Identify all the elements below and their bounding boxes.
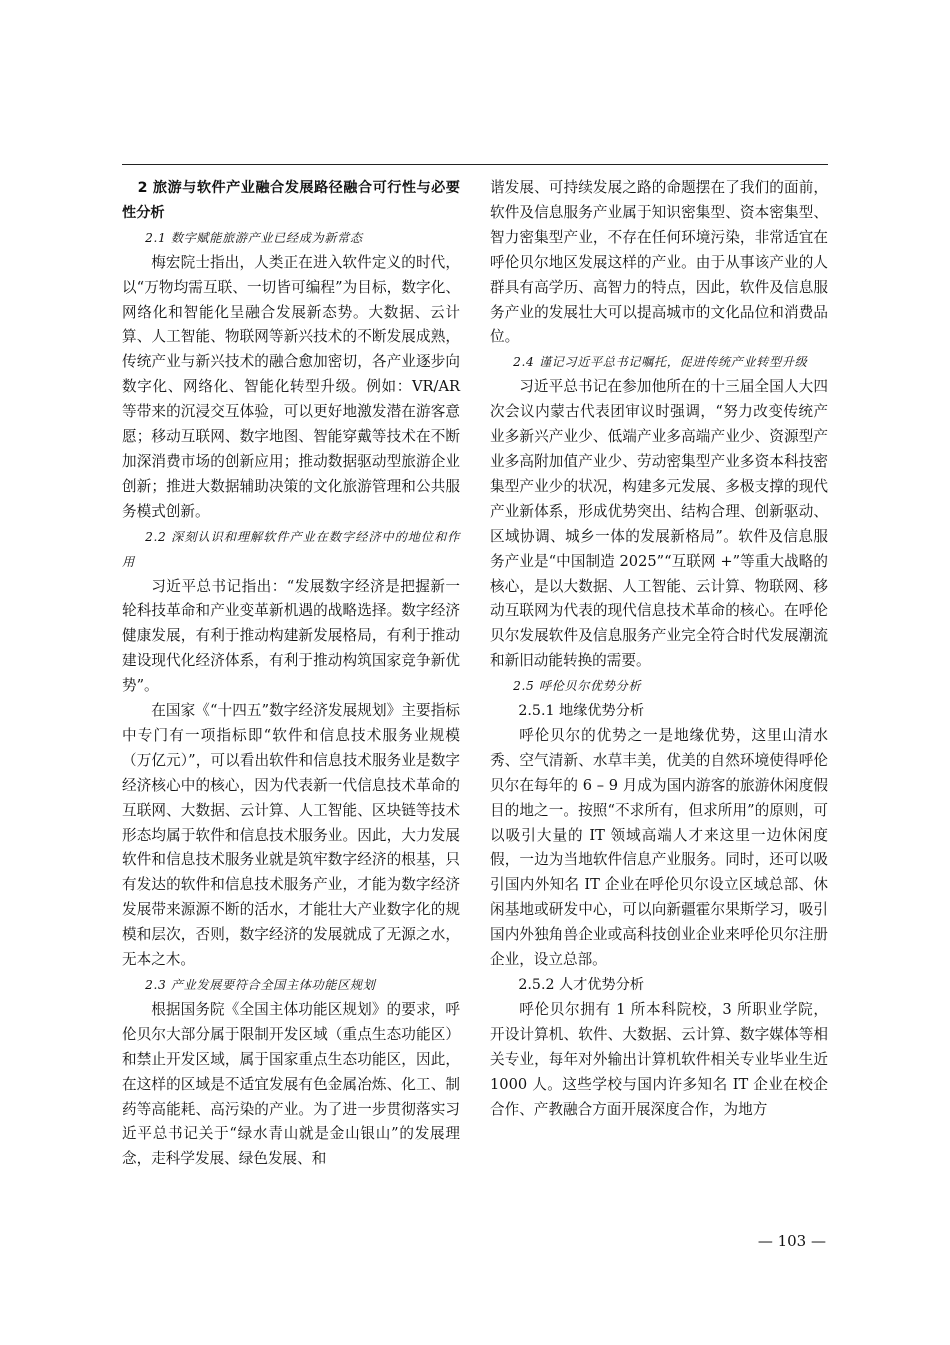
section-2-5-1-paragraph: 呼伦贝尔的优势之一是地缘优势，这里山清水秀、空气清新、水草丰美，优美的自然环境使得呼伦贝尔在每年的 6 – 9 月成为国内游客的旅游休闲度假目的地之一。按照“不求所有，但求所用”的原则，可以吸引大量的 IT 领域高端人才来这里一边休闲度假，一边为当地软件信息产业服务。同时，还可以吸引国内外知名 IT 企业在呼伦贝尔设立区域总部、休闲基地或研发中心，可以向新疆霍尔果斯学习，吸引国内外独角兽企业或高科技创业企业来呼伦贝尔注册企业，设立总部。 bbox=[490, 726, 828, 969]
section-2-5-2-paragraph: 呼伦贝尔拥有 1 所本科院校，3 所职业学院，开设计算机、软件、大数据、云计算、数字媒体等相关专业，每年对外输出计算机软件相关专业毕业生近 1000 人。这些学校与国内许多知名 IT 企业在校企合作、产教融合方面开展深度合作，为地方 bbox=[490, 1000, 828, 1118]
left-column bbox=[122, 176, 460, 1172]
header-rule bbox=[122, 164, 828, 165]
section-2-3-heading: 2.3 产业发展要符合全国主体功能区规划 bbox=[145, 978, 376, 992]
section-2-1-paragraph: 梅宏院士指出，人类正在进入软件定义的时代，以“万物均需互联、一切皆可编程”为目标，数字化、网络化和智能化呈融合发展新态势。大数据、云计算、人工智能、物联网等新兴技术的不断发展成熟，传统产业与新兴技术的融合愈加密切，各产业逐步向数字化、网络化、智能化转型升级。例如：VR/AR 等带来的沉浸交互体验，可以更好地激发潜在游客意愿；移动互联网、数字地图、智能穿戴等技术在不断加深消费市场的创新应用；推动数据驱动型旅游企业创新；推进大数据辅助决策的文化旅游管理和公共服务模式创新。 bbox=[122, 253, 460, 520]
section-2-5-heading: 2.5 呼伦贝尔优势分析 bbox=[513, 679, 642, 694]
section-2-4-paragraph: 习近平总书记在参加他所在的十三届全国人大四次会议内蒙古代表团审议时强调，“努力改变传统产业多新兴产业少、低端产业多高端产业少、资源型产业多高附加值产业少、劳动密集型产业多资本科技密集型产业少的状况，构建多元发展、多极支撑的现代产业新体系，形成优势突出、结构合理、创新驱动、区域协调、城乡一体的发展新格局”。软件及信息服务产业是“中国制造 2025”“互联网 +”等重大战略的核心，是以大数据、人工智能、云计算、物联网、移动互联网为代表的现代信息技术革命的核心。在呼伦贝尔发展软件及信息服务产业完全符合时代发展潮流和新旧动能转换的需要。 bbox=[490, 378, 828, 670]
section-2-heading: 2 旅游与软件产业融合发展路径融合可行性与必要性分析 bbox=[122, 180, 460, 221]
section-2-2-paragraph-1: 习近平总书记指出：“发展数字经济是把握新一轮科技革命和产业变革新机遇的战略选择。数字经济健康发展，有利于推动构建新发展格局，有利于推动建设现代化经济体系，有利于推动构筑国家竞争新优势”。 bbox=[122, 577, 460, 695]
section-2-2-paragraph-2: 在国家《“十四五”数字经济发展规划》主要指标中专门有一项指标即“软件和信息技术服务业规模（万亿元）”，可以看出软件和信息技术服务业是数字经济核心中的核心，因为代表新一代信息技术革命的互联网、大数据、云计算、人工智能、区块链等技术形态均属于软件和信息技术服务业。因此，大力发展软件和信息技术服务业就是筑牢数字经济的根基，只有发达的软件和信息技术服务产业，才能为数字经济发展带来源源不断的活水，才能壮大产业数字化的规模和层次，否则，数字经济的发展就成了无源之水，无本之木。 bbox=[122, 702, 460, 969]
section-2-5-1-heading: 2.5.1 地缘优势分析 bbox=[518, 703, 645, 720]
section-2-4-heading: 2.4 谨记习近平总书记嘱托，促进传统产业转型升级 bbox=[513, 355, 808, 370]
section-2-2-heading: 2.2 深刻认识和理解软件产业在数字经济中的地位和作用 bbox=[122, 529, 460, 569]
section-2-3-paragraph-continued: 谐发展、可持续发展之路的命题摆在了我们的面前，软件及信息服务产业属于知识密集型、资本密集型、智力密集型产业，不存在任何环境污染，非常适宜在呼伦贝尔地区发展这样的产业。由于从事该产业的人群具有高学历、高智力的特点，因此，软件及信息服务产业的发展壮大可以提高城市的文化品位和消费品位。 bbox=[490, 179, 828, 346]
section-2-1-heading: 2.1 数字赋能旅游产业已经成为新常态 bbox=[145, 230, 363, 245]
right-column bbox=[490, 176, 828, 1122]
page-number: — 103 — bbox=[757, 1232, 826, 1250]
section-2-3-paragraph: 根据国务院《全国主体功能区规划》的要求，呼伦贝尔大部分属于限制开发区域（重点生态功能区）和禁止开发区域，属于国家重点生态功能区，因此，在这样的区域是不适宜发展有色金属冶炼、化工、制药等高能耗、高污染的产业。为了进一步贯彻落实习近平总书记关于“绿水青山就是金山银山”的发展理念，走科学发展、绿色发展、和 bbox=[122, 1000, 460, 1168]
section-2-5-2-heading: 2.5.2 人才优势分析 bbox=[518, 977, 645, 993]
